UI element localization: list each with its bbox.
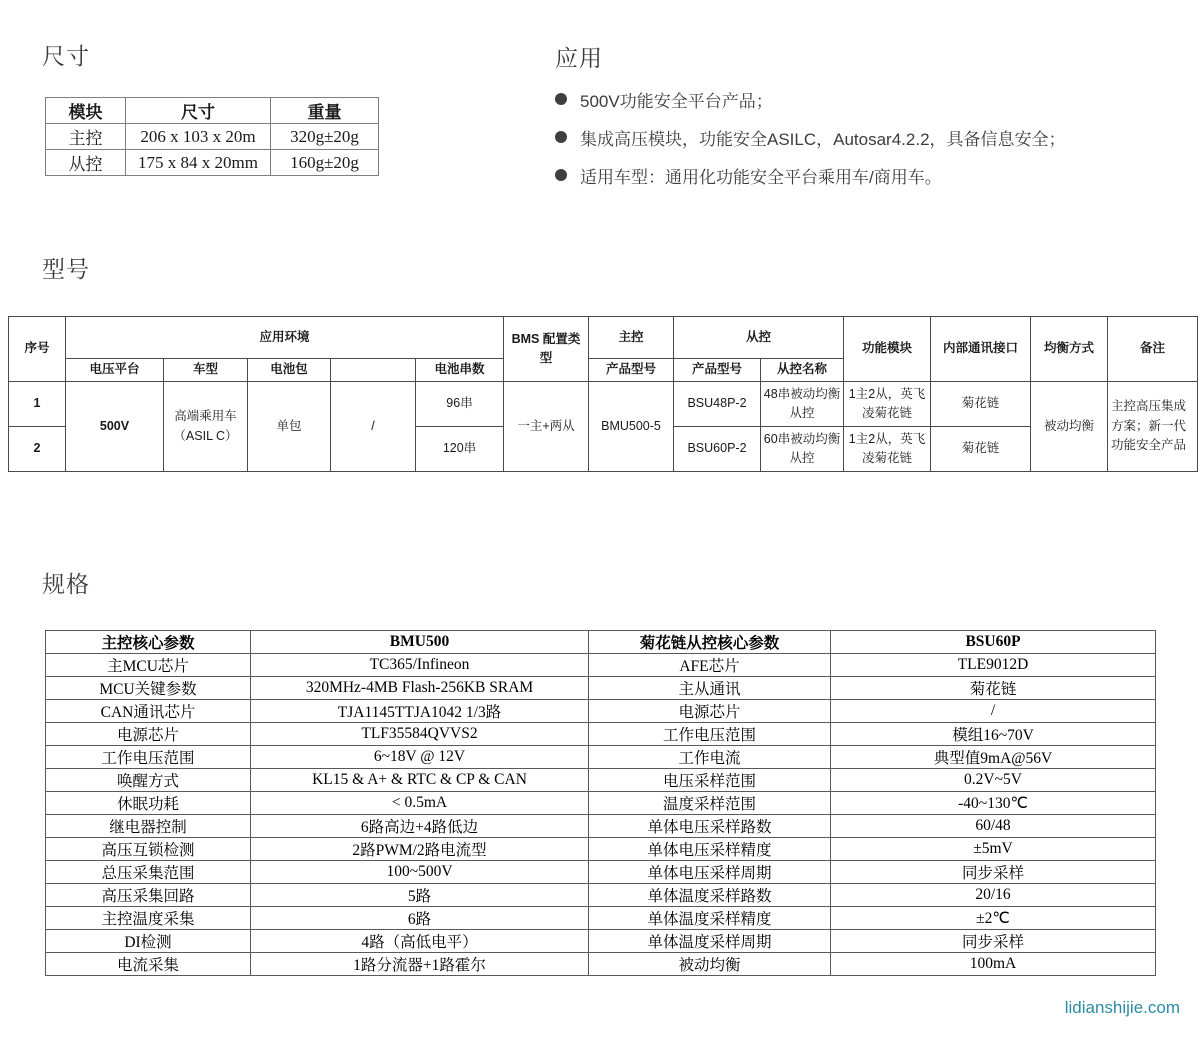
model-seq: 1 bbox=[9, 382, 66, 427]
spec-col-bsu60p: BSU60P bbox=[831, 631, 1156, 654]
model-slave-pn: BSU48P-2 bbox=[674, 382, 761, 427]
spec-value: 5路 bbox=[251, 884, 589, 907]
model-balance: 被动均衡 bbox=[1031, 382, 1108, 472]
spec-value: 典型值9mA@56V bbox=[831, 746, 1156, 769]
model-master-pn: BMU500-5 bbox=[589, 382, 674, 472]
table-row bbox=[46, 838, 1156, 861]
spec-value: ±5mV bbox=[831, 838, 1156, 861]
model-col-comm: 内部通讯接口 bbox=[931, 317, 1031, 382]
model-col-func: 功能模块 bbox=[844, 317, 931, 382]
model-table bbox=[8, 316, 1198, 472]
model-comm: 菊花链 bbox=[931, 382, 1031, 427]
spec-value: 4路（高低电平） bbox=[251, 930, 589, 953]
bullet-icon bbox=[555, 93, 567, 105]
spec-value: 模组16~70V bbox=[831, 723, 1156, 746]
model-func: 1主2从，英飞凌菊花链 bbox=[844, 427, 931, 472]
spec-value: 6~18V @ 12V bbox=[251, 746, 589, 769]
spec-param: 主MCU芯片 bbox=[46, 654, 251, 677]
model-seq: 2 bbox=[9, 427, 66, 472]
table-row bbox=[46, 953, 1156, 976]
spec-value: 20/16 bbox=[831, 884, 1156, 907]
spec-section-title: 规格 bbox=[42, 571, 90, 597]
application-section-title: 应用 bbox=[555, 45, 603, 71]
spec-value: 1路分流器+1路霍尔 bbox=[251, 953, 589, 976]
dim-col-weight: 重量 bbox=[271, 98, 379, 124]
table-row bbox=[46, 907, 1156, 930]
bullet-text: 集成高压模块，功能安全ASILC，Autosar4.2.2，具备信息安全； bbox=[580, 129, 1066, 149]
spec-value: TLE9012D bbox=[831, 654, 1156, 677]
spec-value: 菊花链 bbox=[831, 677, 1156, 700]
spec-value: TLF35584QVVS2 bbox=[251, 723, 589, 746]
model-slave-pn: BSU60P-2 bbox=[674, 427, 761, 472]
model-slave-name: 48串被动均衡从控 bbox=[761, 382, 844, 427]
model-col-voltage: 电压平台 bbox=[66, 359, 164, 382]
dim-cell: 主控 bbox=[46, 124, 126, 150]
spec-param: CAN通讯芯片 bbox=[46, 700, 251, 723]
spec-value: 2路PWM/2路电流型 bbox=[251, 838, 589, 861]
spec-param: 工作电流 bbox=[589, 746, 831, 769]
list-item bbox=[555, 80, 1066, 118]
model-section-title: 型号 bbox=[42, 256, 90, 282]
dim-cell: 206 x 103 x 20m bbox=[126, 124, 271, 150]
spec-param: 高压采集回路 bbox=[46, 884, 251, 907]
model-col-master: 主控 bbox=[589, 317, 674, 359]
spec-param: 单体电压采样周期 bbox=[589, 861, 831, 884]
spec-param: 电源芯片 bbox=[589, 700, 831, 723]
model-col-bms: BMS 配置类型 bbox=[504, 317, 589, 382]
model-col-pack: 电池包 bbox=[248, 359, 331, 382]
bullet-icon bbox=[555, 169, 567, 181]
model-col-balance: 均衡方式 bbox=[1031, 317, 1108, 382]
model-voltage: 500V bbox=[66, 382, 164, 472]
dimensions-section-title: 尺寸 bbox=[42, 43, 90, 69]
table-row bbox=[46, 700, 1156, 723]
spec-value: TC365/Infineon bbox=[251, 654, 589, 677]
spec-param: 工作电压范围 bbox=[589, 723, 831, 746]
model-col-vehicle: 车型 bbox=[164, 359, 248, 382]
dim-col-module: 模块 bbox=[46, 98, 126, 124]
model-slave-name: 60串被动均衡从控 bbox=[761, 427, 844, 472]
spec-param: MCU关键参数 bbox=[46, 677, 251, 700]
dim-cell: 从控 bbox=[46, 150, 126, 176]
model-func: 1主2从，英飞凌菊花链 bbox=[844, 382, 931, 427]
spec-param: 单体温度采样周期 bbox=[589, 930, 831, 953]
model-col-remark: 备注 bbox=[1108, 317, 1198, 382]
model-vehicle: 高端乘用车（ASIL C） bbox=[164, 382, 248, 472]
spec-param: 休眠功耗 bbox=[46, 792, 251, 815]
spec-param: DI检测 bbox=[46, 930, 251, 953]
spec-param: 单体温度采样路数 bbox=[589, 884, 831, 907]
bullet-text: 适用车型：通用化功能安全平台乘用车/商用车。 bbox=[580, 167, 942, 187]
table-row bbox=[46, 746, 1156, 769]
spec-param: 电源芯片 bbox=[46, 723, 251, 746]
spec-param: 工作电压范围 bbox=[46, 746, 251, 769]
spec-param: 继电器控制 bbox=[46, 815, 251, 838]
spec-param: 单体电压采样路数 bbox=[589, 815, 831, 838]
model-col-env: 应用环境 bbox=[66, 317, 504, 359]
spec-value: 6路高边+4路低边 bbox=[251, 815, 589, 838]
spec-value: TJA1145TTJA1042 1/3路 bbox=[251, 700, 589, 723]
table-row bbox=[46, 723, 1156, 746]
model-col-seq: 序号 bbox=[9, 317, 66, 382]
spec-value: ±2℃ bbox=[831, 907, 1156, 930]
spec-param: 主从通讯 bbox=[589, 677, 831, 700]
model-col-slave-pn: 产品型号 bbox=[674, 359, 761, 382]
dim-cell: 175 x 84 x 20mm bbox=[126, 150, 271, 176]
model-col-cells: 电池串数 bbox=[416, 359, 504, 382]
table-row bbox=[46, 792, 1156, 815]
spec-param: 主控温度采集 bbox=[46, 907, 251, 930]
spec-param: AFE芯片 bbox=[589, 654, 831, 677]
spec-header-row bbox=[46, 631, 1156, 654]
spec-value: KL15 & A+ & RTC & CP & CAN bbox=[251, 769, 589, 792]
table-row bbox=[46, 884, 1156, 907]
spec-col-bmu500: BMU500 bbox=[251, 631, 589, 654]
spec-param: 电压采样范围 bbox=[589, 769, 831, 792]
bullet-icon bbox=[555, 131, 567, 143]
spec-value: 同步采样 bbox=[831, 861, 1156, 884]
spec-param: 电流采集 bbox=[46, 953, 251, 976]
spec-value: -40~130℃ bbox=[831, 792, 1156, 815]
model-cells: 120串 bbox=[416, 427, 504, 472]
table-row bbox=[9, 382, 1198, 427]
dim-cell: 320g±20g bbox=[271, 124, 379, 150]
model-pack: 单包 bbox=[248, 382, 331, 472]
spec-value: / bbox=[831, 700, 1156, 723]
model-col-blank bbox=[331, 359, 416, 382]
table-row bbox=[46, 150, 379, 176]
table-row bbox=[46, 124, 379, 150]
model-cells: 96串 bbox=[416, 382, 504, 427]
spec-value: 100~500V bbox=[251, 861, 589, 884]
table-row bbox=[46, 815, 1156, 838]
model-col-slave: 从控 bbox=[674, 317, 844, 359]
spec-param: 单体温度采样精度 bbox=[589, 907, 831, 930]
table-row bbox=[46, 769, 1156, 792]
dim-col-size: 尺寸 bbox=[126, 98, 271, 124]
spec-param: 单体电压采样精度 bbox=[589, 838, 831, 861]
model-remark: 主控高压集成方案；新一代功能安全产品 bbox=[1108, 382, 1198, 472]
spec-value: 320MHz-4MB Flash-256KB SRAM bbox=[251, 677, 589, 700]
table-row bbox=[46, 654, 1156, 677]
spec-col-master-params: 主控核心参数 bbox=[46, 631, 251, 654]
spec-param: 被动均衡 bbox=[589, 953, 831, 976]
list-item bbox=[555, 118, 1066, 156]
spec-table bbox=[45, 630, 1156, 976]
spec-value: < 0.5mA bbox=[251, 792, 589, 815]
model-header-row-1 bbox=[9, 317, 1198, 359]
spec-value: 60/48 bbox=[831, 815, 1156, 838]
table-row bbox=[46, 861, 1156, 884]
spec-param: 高压互锁检测 bbox=[46, 838, 251, 861]
table-row bbox=[46, 677, 1156, 700]
spec-param: 唤醒方式 bbox=[46, 769, 251, 792]
spec-value: 6路 bbox=[251, 907, 589, 930]
model-bms: 一主+两从 bbox=[504, 382, 589, 472]
spec-col-slave-params: 菊花链从控核心参数 bbox=[589, 631, 831, 654]
footer-site-link[interactable]: lidianshijie.com bbox=[1064, 998, 1180, 1017]
dim-cell: 160g±20g bbox=[271, 150, 379, 176]
model-col-master-pn: 产品型号 bbox=[589, 359, 674, 382]
application-bullet-list bbox=[555, 80, 1066, 194]
list-item bbox=[555, 156, 1066, 194]
spec-param: 总压采集范围 bbox=[46, 861, 251, 884]
model-comm: 菊花链 bbox=[931, 427, 1031, 472]
spec-param: 温度采样范围 bbox=[589, 792, 831, 815]
spec-value: 0.2V~5V bbox=[831, 769, 1156, 792]
spec-value: 同步采样 bbox=[831, 930, 1156, 953]
dimensions-header-row bbox=[46, 98, 379, 124]
model-col-slave-name: 从控名称 bbox=[761, 359, 844, 382]
spec-value: 100mA bbox=[831, 953, 1156, 976]
table-row bbox=[46, 930, 1156, 953]
model-slash: / bbox=[331, 382, 416, 472]
dimensions-table bbox=[45, 97, 379, 176]
bullet-text: 500V功能安全平台产品； bbox=[580, 91, 773, 111]
